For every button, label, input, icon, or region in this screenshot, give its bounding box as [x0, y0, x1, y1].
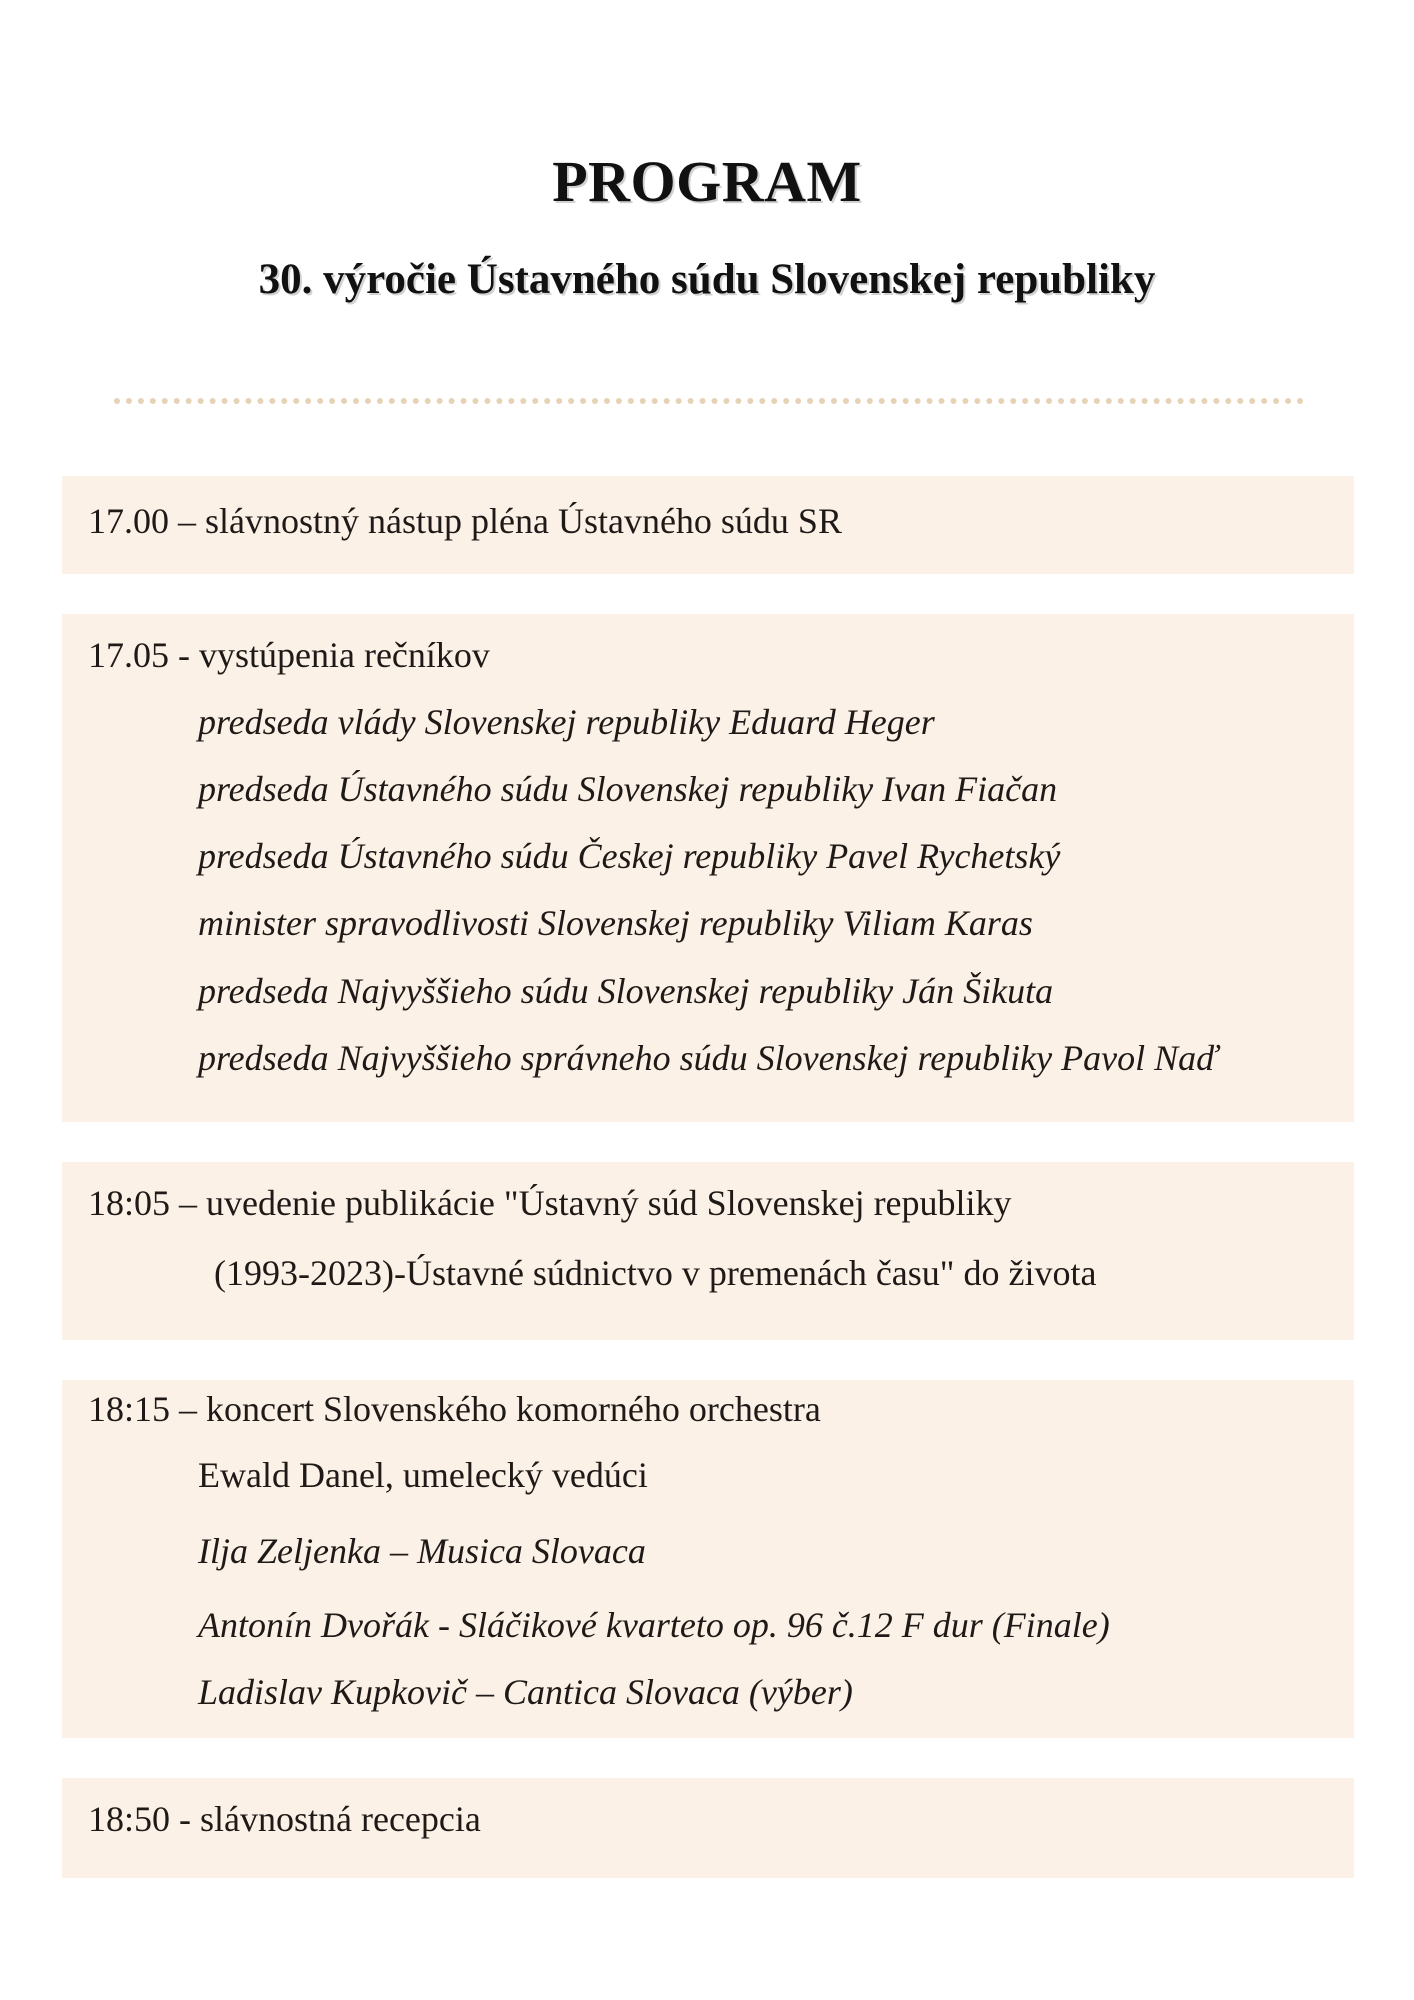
- orchestra-director: Ewald Danel, umelecký vedúci: [198, 1455, 648, 1495]
- speaker-item: predseda Ústavného súdu Slovenskej republiky Ivan Fiačan: [198, 769, 1058, 809]
- program-item-1700: [62, 476, 1354, 574]
- program-item-1850: [62, 1778, 1354, 1878]
- dotted-divider: [114, 398, 1304, 404]
- program-item-1815: [62, 1380, 1354, 1738]
- program-item-heading: 18:15 – koncert Slovenského komorného orchestra: [88, 1389, 821, 1429]
- concert-piece: Antonín Dvořák - Sláčikové kvarteto op. 96 č.12 F dur (Finale): [198, 1605, 1110, 1645]
- speaker-item: predseda Ústavného súdu Českej republiky Pavel Rychetský: [198, 836, 1061, 876]
- program-item-1805: [62, 1162, 1354, 1340]
- program-item-1705: [62, 614, 1354, 1122]
- program-item-heading: 17.05 - vystúpenia rečníkov: [88, 635, 490, 675]
- speaker-item: minister spravodlivosti Slovenskej republiky Viliam Karas: [198, 903, 1033, 943]
- page-subtitle: 30. výročie Ústavného súdu Slovenskej republiky: [258, 256, 1156, 303]
- program-item-continuation: (1993-2023)-Ústavné súdnictvo v premenách času" do života: [214, 1253, 1097, 1293]
- speaker-item: predseda Najvyššieho súdu Slovenskej republiky Ján Šikuta: [198, 971, 1054, 1011]
- page-title: PROGRAM: [552, 149, 862, 214]
- program-item-heading: 18:50 - slávnostná recepcia: [88, 1799, 481, 1839]
- program-item-heading: 17.00 – slávnostný nástup pléna Ústavného súdu SR: [88, 501, 842, 541]
- concert-piece: Ladislav Kupkovič – Cantica Slovaca (výber): [198, 1672, 853, 1712]
- speaker-item: predseda vlády Slovenskej republiky Eduard Heger: [198, 702, 935, 742]
- concert-piece: Ilja Zeljenka – Musica Slovaca: [198, 1531, 646, 1571]
- speaker-item: predseda Najvyššieho správneho súdu Slovenskej republiky Pavol Naď: [198, 1038, 1219, 1078]
- program-item-heading: 18:05 – uvedenie publikácie "Ústavný súd Slovenskej republiky: [88, 1183, 1012, 1223]
